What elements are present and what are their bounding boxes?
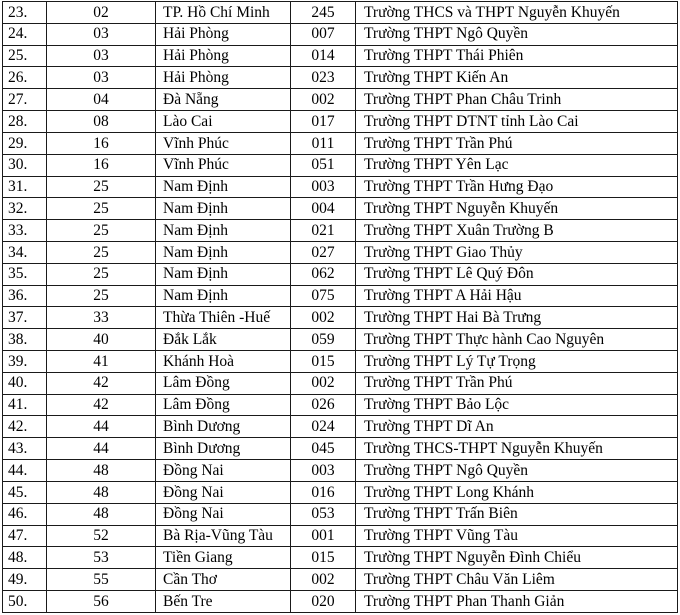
school-name-cell: Trường THPT Trần Phú [356,132,678,154]
province-code-cell: 02 [47,2,156,24]
table-row [3,438,678,460]
province-name-cell: Bến Tre [156,590,291,612]
province-code-cell: 53 [47,547,156,569]
table-row [3,569,678,591]
school-code-cell: 002 [291,569,356,591]
school-code-cell: 004 [291,198,356,220]
province-code-cell: 48 [47,460,156,482]
province-code-cell: 16 [47,132,156,154]
province-name-cell: Nam Định [156,285,291,307]
table-row [3,154,678,176]
province-code-cell: 40 [47,329,156,351]
school-code-cell: 003 [291,176,356,198]
school-name-cell: Trường THPT Thái Phiên [356,45,678,67]
province-name-cell: Hải Phòng [156,23,291,45]
school-code-cell: 062 [291,263,356,285]
school-code-cell: 014 [291,45,356,67]
school-name-cell: Trường THPT Trần Phú [356,372,678,394]
table-row [3,285,678,307]
school-code-cell: 016 [291,481,356,503]
school-code-cell: 051 [291,154,356,176]
row-number-cell: 48. [3,547,47,569]
row-number-cell: 25. [3,45,47,67]
row-number-cell: 29. [3,132,47,154]
province-code-cell: 52 [47,525,156,547]
province-name-cell: Bình Dương [156,438,291,460]
row-number-cell: 41. [3,394,47,416]
table-row [3,2,678,24]
row-number-cell: 30. [3,154,47,176]
school-name-cell: Trường THPT Phan Thanh Giản [356,590,678,612]
row-number-cell: 32. [3,198,47,220]
table-row [3,329,678,351]
school-code-cell: 045 [291,438,356,460]
province-code-cell: 55 [47,569,156,591]
school-code-cell: 007 [291,23,356,45]
school-name-cell: Trường THPT Xuân Trường B [356,220,678,242]
school-code-cell: 245 [291,2,356,24]
school-code-cell: 024 [291,416,356,438]
school-name-cell: Trường THCS và THPT Nguyễn Khuyến [356,2,678,24]
province-code-cell: 25 [47,220,156,242]
school-name-cell: Trường THPT Dĩ An [356,416,678,438]
province-name-cell: Nam Định [156,263,291,285]
province-code-cell: 03 [47,45,156,67]
table-row [3,351,678,373]
school-name-cell: Trường THPT A Hải Hậu [356,285,678,307]
table-row [3,67,678,89]
province-code-cell: 56 [47,590,156,612]
school-code-cell: 015 [291,547,356,569]
province-name-cell: Bà Rịa-Vũng Tàu [156,525,291,547]
table-body [3,2,678,613]
province-code-cell: 41 [47,351,156,373]
province-name-cell: Vĩnh Phúc [156,132,291,154]
province-code-cell: 48 [47,503,156,525]
school-code-cell: 027 [291,241,356,263]
row-number-cell: 34. [3,241,47,263]
province-name-cell: Lâm Đồng [156,394,291,416]
school-name-cell: Trường THPT Trấn Biên [356,503,678,525]
row-number-cell: 42. [3,416,47,438]
school-list-table [2,1,678,613]
school-name-cell: Trường THPT Giao Thủy [356,241,678,263]
province-code-cell: 33 [47,307,156,329]
province-name-cell: Đắk Lắk [156,329,291,351]
table-row [3,547,678,569]
school-name-cell: Trường THPT Nguyễn Khuyến [356,198,678,220]
school-name-cell: Trường THPT Yên Lạc [356,154,678,176]
row-number-cell: 38. [3,329,47,351]
row-number-cell: 33. [3,220,47,242]
table-row [3,23,678,45]
table-row [3,220,678,242]
table-row [3,263,678,285]
school-code-cell: 002 [291,307,356,329]
school-name-cell: Trường THPT Phan Châu Trinh [356,89,678,111]
row-number-cell: 43. [3,438,47,460]
province-code-cell: 25 [47,176,156,198]
province-name-cell: Đồng Nai [156,503,291,525]
table-row [3,590,678,612]
row-number-cell: 28. [3,111,47,133]
province-code-cell: 25 [47,241,156,263]
school-code-cell: 026 [291,394,356,416]
school-name-cell: Trường THPT Ngô Quyền [356,460,678,482]
table-row [3,481,678,503]
row-number-cell: 26. [3,67,47,89]
province-name-cell: Hải Phòng [156,67,291,89]
table-row [3,132,678,154]
table-row [3,89,678,111]
school-code-cell: 001 [291,525,356,547]
table-row [3,416,678,438]
row-number-cell: 37. [3,307,47,329]
province-code-cell: 16 [47,154,156,176]
table-row [3,460,678,482]
row-number-cell: 23. [3,2,47,24]
province-name-cell: Đà Nẵng [156,89,291,111]
table-row [3,307,678,329]
school-name-cell: Trường THPT Kiến An [356,67,678,89]
row-number-cell: 36. [3,285,47,307]
province-code-cell: 44 [47,416,156,438]
school-code-cell: 053 [291,503,356,525]
table-row [3,525,678,547]
province-name-cell: Thừa Thiên -Huế [156,307,291,329]
row-number-cell: 31. [3,176,47,198]
province-name-cell: Cần Thơ [156,569,291,591]
province-name-cell: Khánh Hoà [156,351,291,373]
province-code-cell: 44 [47,438,156,460]
table-row [3,45,678,67]
school-name-cell: Trường THPT Long Khánh [356,481,678,503]
school-name-cell: Trường THPT Bảo Lộc [356,394,678,416]
table-row [3,241,678,263]
school-code-cell: 059 [291,329,356,351]
table-row [3,372,678,394]
table-row [3,111,678,133]
school-code-cell: 002 [291,89,356,111]
school-name-cell: Trường THPT Lý Tự Trọng [356,351,678,373]
school-code-cell: 075 [291,285,356,307]
school-name-cell: Trường THPT DTNT tỉnh Lào Cai [356,111,678,133]
table-row [3,503,678,525]
row-number-cell: 24. [3,23,47,45]
province-name-cell: Hải Phòng [156,45,291,67]
province-name-cell: Nam Định [156,241,291,263]
school-code-cell: 015 [291,351,356,373]
row-number-cell: 35. [3,263,47,285]
province-code-cell: 03 [47,67,156,89]
province-name-cell: Nam Định [156,176,291,198]
school-code-cell: 023 [291,67,356,89]
row-number-cell: 50. [3,590,47,612]
province-code-cell: 03 [47,23,156,45]
province-code-cell: 08 [47,111,156,133]
province-name-cell: Vĩnh Phúc [156,154,291,176]
province-name-cell: Tiền Giang [156,547,291,569]
row-number-cell: 49. [3,569,47,591]
school-code-cell: 002 [291,372,356,394]
school-name-cell: Trường THPT Ngô Quyền [356,23,678,45]
province-code-cell: 04 [47,89,156,111]
province-name-cell: Lâm Đồng [156,372,291,394]
province-code-cell: 25 [47,263,156,285]
province-name-cell: Nam Định [156,198,291,220]
province-code-cell: 48 [47,481,156,503]
school-name-cell: Trường THPT Châu Văn Liêm [356,569,678,591]
province-code-cell: 25 [47,198,156,220]
row-number-cell: 27. [3,89,47,111]
school-name-cell: Trường THPT Vũng Tàu [356,525,678,547]
row-number-cell: 47. [3,525,47,547]
school-code-cell: 003 [291,460,356,482]
school-code-cell: 017 [291,111,356,133]
row-number-cell: 45. [3,481,47,503]
table-row [3,198,678,220]
table-row [3,176,678,198]
province-name-cell: Đồng Nai [156,481,291,503]
province-name-cell: Đồng Nai [156,460,291,482]
school-code-cell: 021 [291,220,356,242]
province-name-cell: Nam Định [156,220,291,242]
row-number-cell: 44. [3,460,47,482]
row-number-cell: 39. [3,351,47,373]
row-number-cell: 46. [3,503,47,525]
province-code-cell: 25 [47,285,156,307]
school-name-cell: Trường THPT Trần Hưng Đạo [356,176,678,198]
school-name-cell: Trường THCS-THPT Nguyễn Khuyến [356,438,678,460]
school-name-cell: Trường THPT Thực hành Cao Nguyên [356,329,678,351]
school-name-cell: Trường THPT Lê Quý Đôn [356,263,678,285]
row-number-cell: 40. [3,372,47,394]
province-code-cell: 42 [47,372,156,394]
province-name-cell: TP. Hồ Chí Minh [156,2,291,24]
school-code-cell: 011 [291,132,356,154]
table-row [3,394,678,416]
province-name-cell: Bình Dương [156,416,291,438]
province-name-cell: Lào Cai [156,111,291,133]
school-code-cell: 020 [291,590,356,612]
school-name-cell: Trường THPT Nguyễn Đình Chiểu [356,547,678,569]
school-name-cell: Trường THPT Hai Bà Trưng [356,307,678,329]
province-code-cell: 42 [47,394,156,416]
